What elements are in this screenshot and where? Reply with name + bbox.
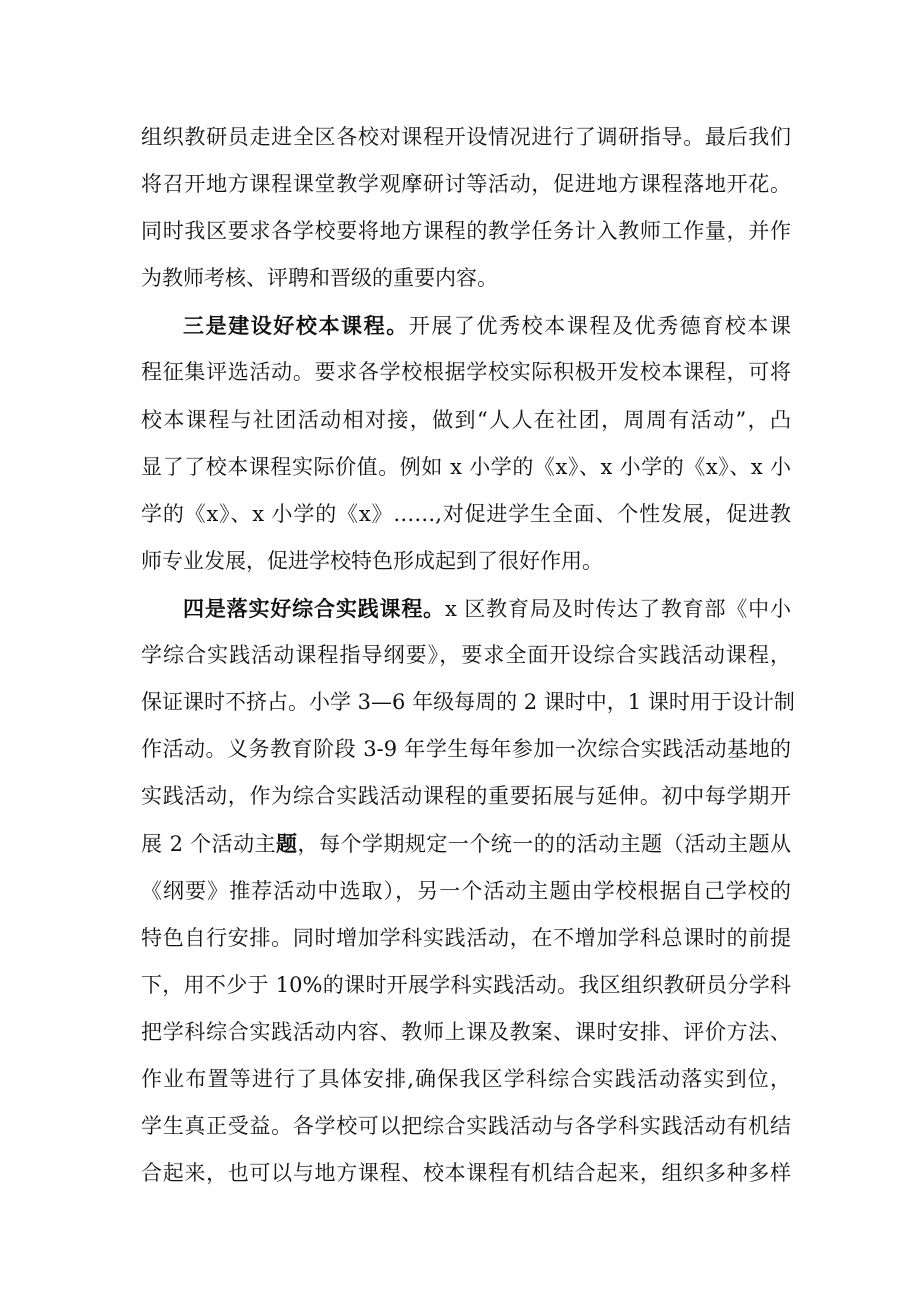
paragraph-line: 特色自行安排。同时增加学科实践活动，在不增加学科总课时的前提 bbox=[141, 925, 791, 950]
paragraph-line: 同时我区要求各学校要将地方课程的教学任务计入教师工作量，并作 bbox=[141, 219, 791, 244]
paragraph-text: ，每个学期规定一个统一的的活动主题（活动主题从 bbox=[297, 832, 792, 857]
paragraph-line: 校本课程与社团活动相对接，做到“人人在社团，周周有活动”，凸 bbox=[141, 407, 791, 432]
paragraph-line: 程征集评选活动。要求各学校根据学校实际积极开发校本课程，可将 bbox=[141, 360, 791, 385]
paragraph-line: 保证课时不挤占。小学 3—6 年级每周的 2 课时中，1 课时用于设计制 bbox=[141, 690, 795, 715]
paragraph-line: 实践活动，作为综合实践活动课程的重要拓展与延伸。初中每学期开 bbox=[141, 784, 791, 809]
paragraph-line: 学的《x》、x 小学的《x》……,对促进学生全面、个性发展，促进教 bbox=[141, 501, 791, 526]
section-heading: 四是落实好综合实践课程。 bbox=[183, 595, 445, 621]
paragraph-text: 展 2 个活动主 bbox=[141, 832, 277, 857]
paragraph-line: 学生真正受益。各学校可以把综合实践活动与各学科实践活动有机结 bbox=[141, 1113, 791, 1138]
paragraph-first-line bbox=[141, 585, 791, 632]
paragraph-text: x 区教育局及时传达了教育部《中小 bbox=[445, 596, 791, 621]
paragraph-line: 显了了校本课程实际价值。例如 x 小学的《x》、x 小学的《x》、x 小 bbox=[141, 454, 791, 479]
paragraph-line: 《纲要》推荐活动中选取），另一个活动主题由学校根据自己学校的 bbox=[141, 878, 791, 903]
paragraph-line-mixed bbox=[141, 820, 791, 867]
section-heading: 三是建设好校本课程。 bbox=[183, 313, 409, 339]
paragraph-line: 作活动。义务教育阶段 3-9 年学生每年参加一次综合实践活动基地的 bbox=[141, 737, 791, 762]
document-body bbox=[141, 114, 795, 1197]
paragraph-line: 学综合实践活动课程指导纲要》，要求全面开设综合实践活动课程， bbox=[141, 643, 791, 668]
paragraph-line: 把学科综合实践活动内容、教师上课及教案、课时安排、评价方法、 bbox=[141, 1019, 791, 1044]
paragraph-line: 下，用不少于 10%的课时开展学科实践活动。我区组织教研员分学科 bbox=[141, 972, 791, 997]
paragraph-line: 为教师考核、评聘和晋级的重要内容。 bbox=[141, 266, 498, 291]
paragraph-first-line bbox=[141, 302, 791, 349]
paragraph-line: 组织教研员走进全区各校对课程开设情况进行了调研指导。最后我们 bbox=[141, 125, 791, 149]
paragraph-line: 作业布置等进行了具体安排,确保我区学科综合实践活动落实到位， bbox=[141, 1066, 791, 1091]
paragraph-line: 将召开地方课程课堂教学观摩研讨等活动，促进地方课程落地开花。 bbox=[141, 172, 791, 197]
paragraph-line: 师专业发展，促进学校特色形成起到了很好作用。 bbox=[141, 548, 603, 573]
paragraph-line: 合起来，也可以与地方课程、校本课程有机结合起来，组织多种多样 bbox=[141, 1161, 791, 1186]
bold-word: 题 bbox=[276, 831, 298, 857]
paragraph-text: 开展了优秀校本课程及优秀德育校本课 bbox=[408, 314, 792, 339]
